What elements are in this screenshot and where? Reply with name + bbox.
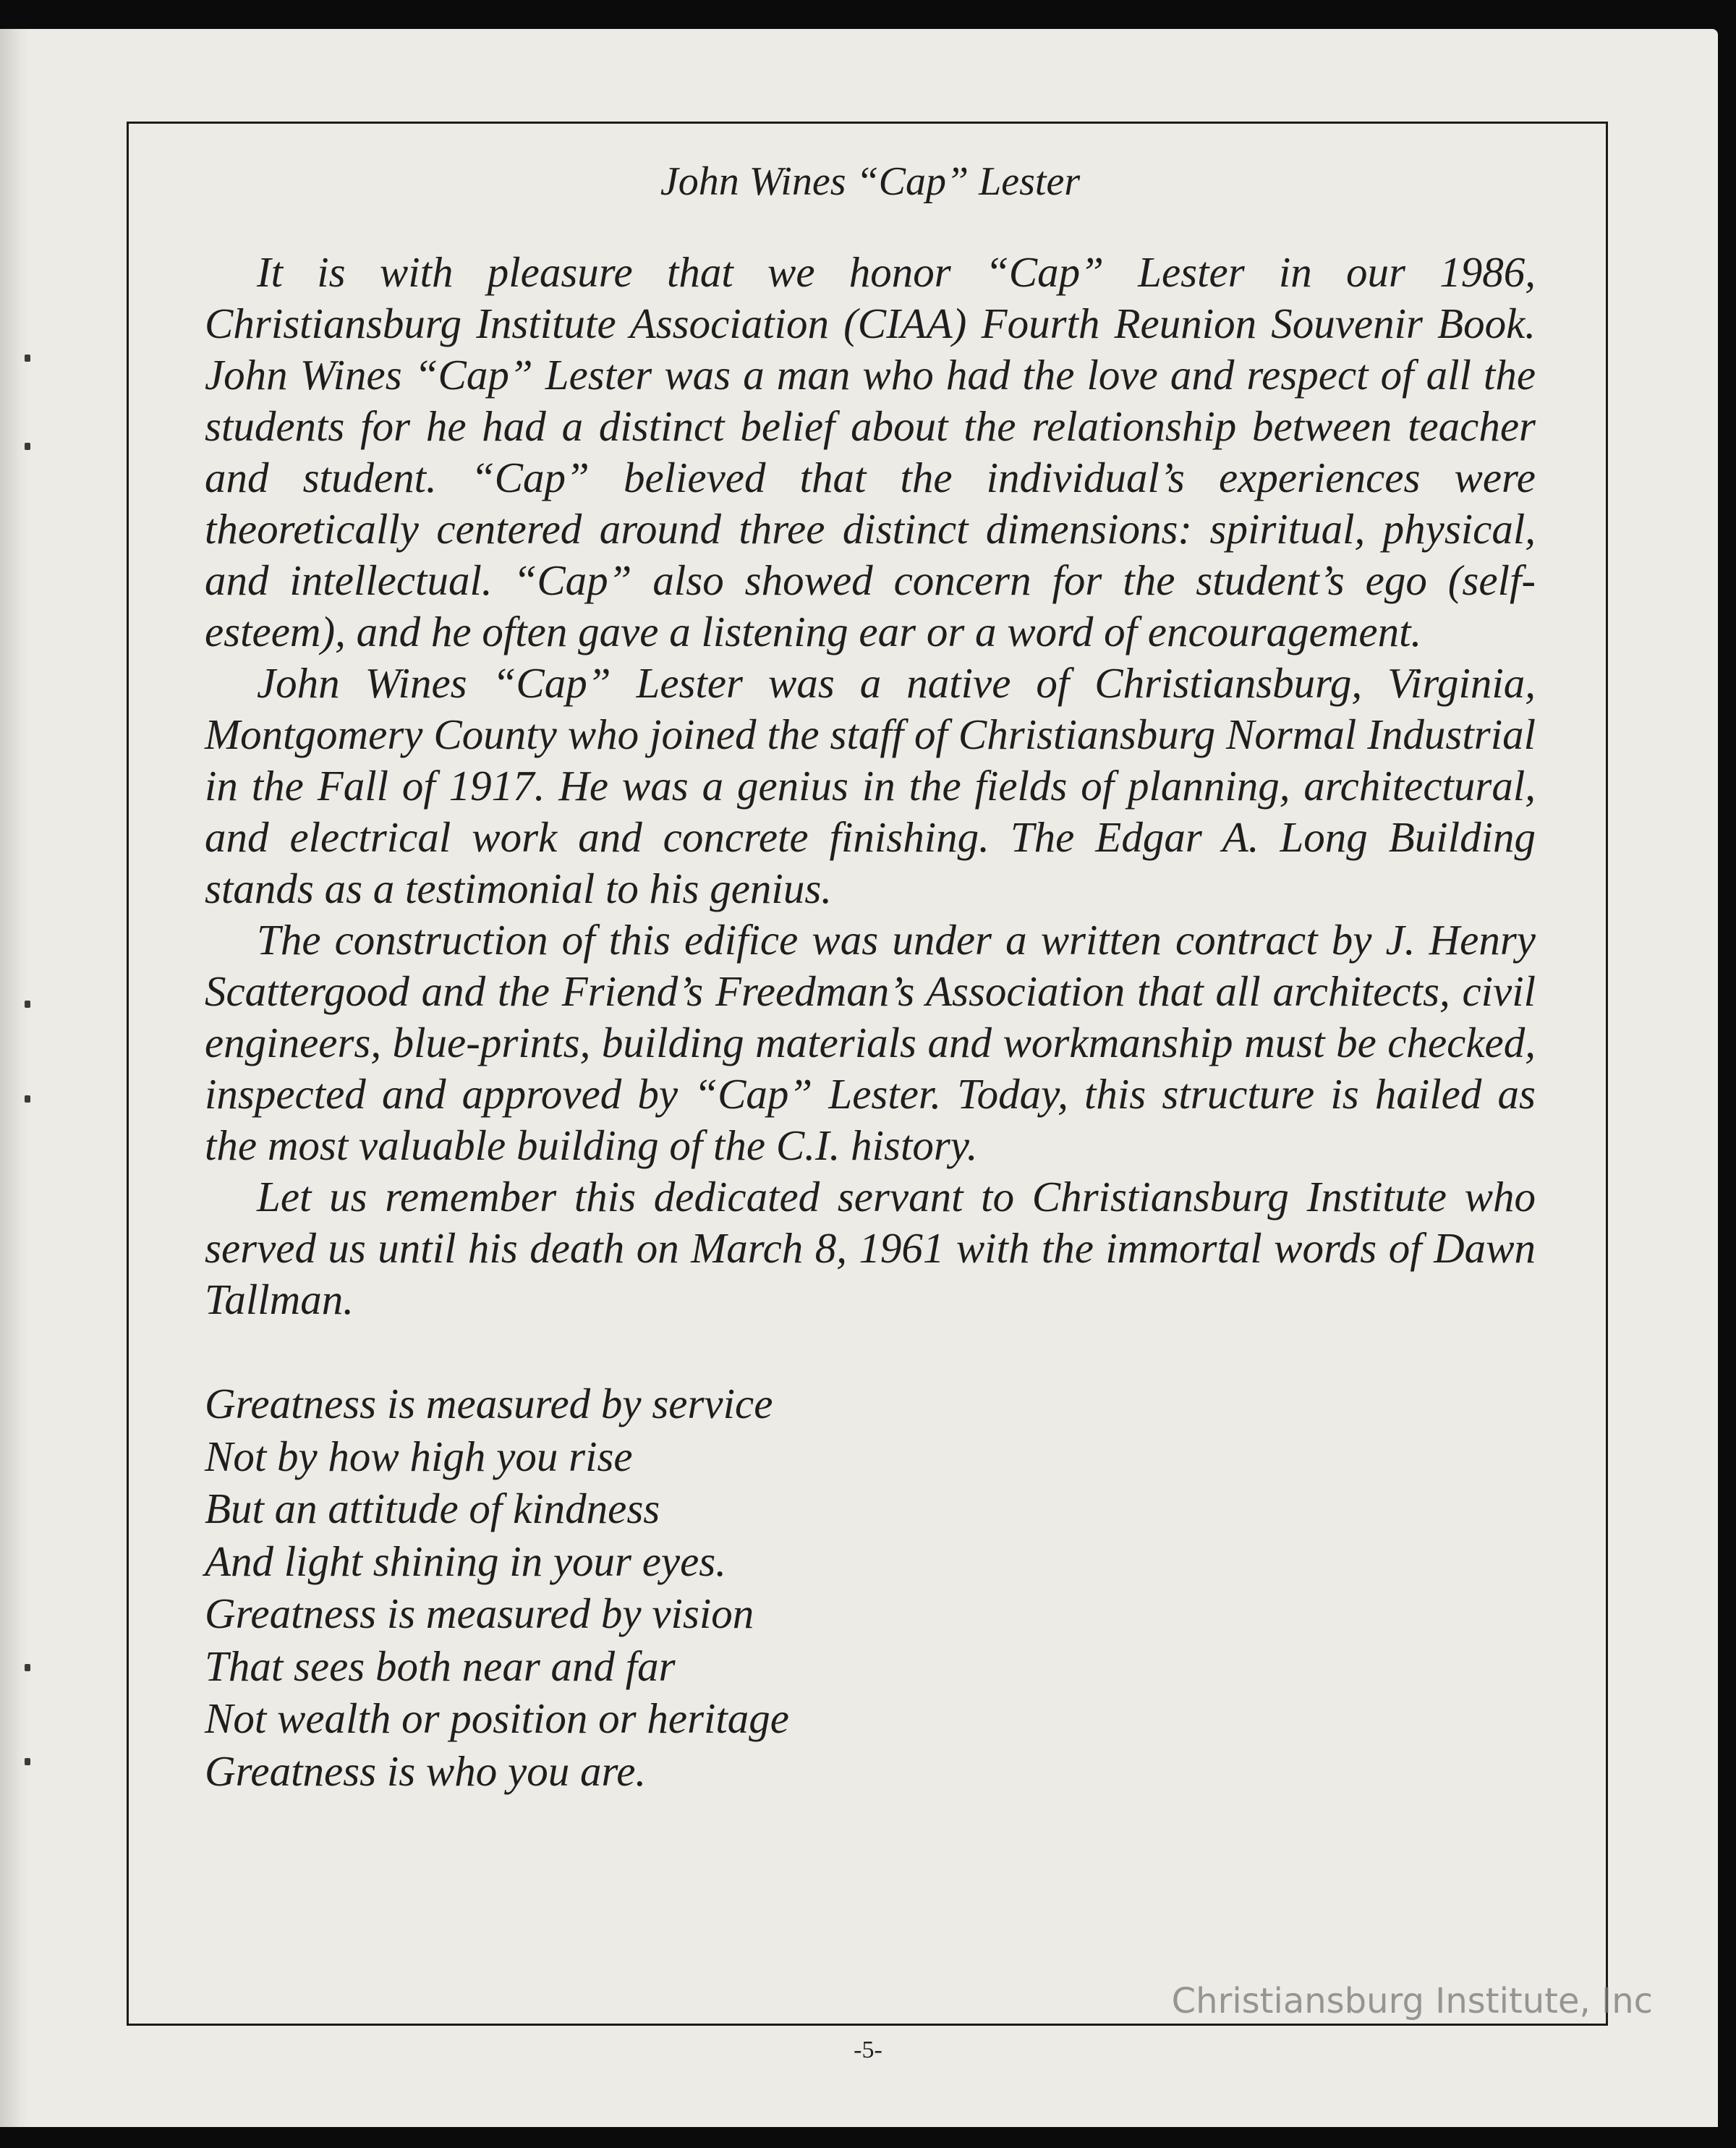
paragraph: John Wines “Cap” Lester was a native of Christiansburg, Virginia, Montgomery County who joined the staff of Christiansburg Normal Industrial in the Fall of 1917. He was a genius in the fields of planning, architectural, and electrical work and concrete finishing. The Edgar A. Long Building stands as a testimonial to his genius.	[205, 659, 1536, 912]
page-number: -5-	[854, 2037, 882, 2063]
poem-line: And light shining in your eyes.	[205, 1537, 727, 1585]
binding-mark	[25, 1095, 30, 1103]
paragraph: The construction of this edifice was under a written contract by J. Henry Scattergood and the Friend’s Freedman’s Association that all architects, civil engineers, blue-prints, building materials and workmanship must be checked, inspected and approved by “Cap” Lester. Today, this structure is hailed as the most valuable building of the C.I. history.	[205, 916, 1536, 1169]
poem-line: Greatness is who you are.	[205, 1746, 647, 1795]
paragraph: It is with pleasure that we honor “Cap” Lester in our 1986, Christiansburg Institute Association (CIAA) Fourth Reunion Souvenir Book. John Wines “Cap” Lester was a man who had the love and respect of all the students for he had a distinct belief about the relationship between teacher and student. “Cap” believed that the individual’s experiences were theoretically centered around three distinct dimensions: spiritual, physical, and intellectual. “Cap” also showed concern for the student’s ego (self-esteem), and he often gave a listening ear or a word of encouragement.	[205, 248, 1536, 655]
article-title: John Wines “Cap” Lester	[660, 159, 1081, 204]
paragraph: Let us remember this dedicated servant to Christiansburg Institute who served us until his death on March 8, 1961 with the immortal words of Dawn Tallman.	[205, 1173, 1536, 1323]
poem-line: Greatness is measured by vision	[205, 1589, 754, 1637]
binding-mark	[25, 1758, 30, 1765]
binding-mark	[25, 1664, 30, 1671]
page-spine	[0, 29, 29, 2127]
poem-line: Greatness is measured by service	[205, 1380, 773, 1427]
poem-line: Not wealth or position or heritage	[205, 1694, 789, 1742]
poem-line: That sees both near and far	[205, 1642, 676, 1690]
binding-mark	[25, 355, 30, 362]
article	[205, 148, 1536, 1797]
poem	[205, 1377, 1536, 1797]
binding-mark	[25, 1001, 30, 1008]
binding-mark	[25, 443, 30, 450]
watermark: Christiansburg Institute, Inc	[1171, 1981, 1653, 2021]
poem-line: Not by how high you rise	[205, 1432, 633, 1480]
poem-line: But an attitude of kindness	[205, 1485, 660, 1532]
